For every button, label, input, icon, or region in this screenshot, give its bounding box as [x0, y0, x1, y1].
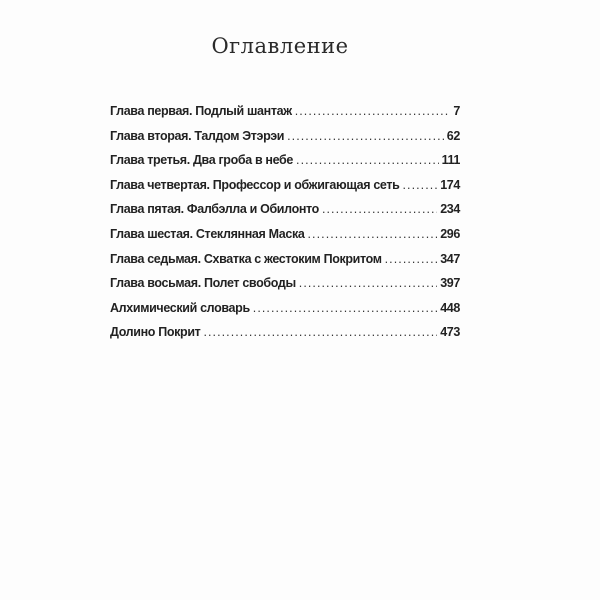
- toc-entry-page: 397: [440, 276, 460, 291]
- dot-leader: [299, 276, 437, 290]
- toc-entry-label: Глава шестая. Стеклянная Маска: [110, 226, 305, 241]
- toc-entry-page: 448: [440, 300, 460, 315]
- table-of-contents: [110, 104, 460, 350]
- toc-entry-page: 111: [441, 153, 460, 168]
- toc-entry: [110, 325, 460, 350]
- toc-entry: [110, 301, 460, 326]
- toc-entry-label: Долино Покрит: [110, 325, 201, 340]
- toc-entry-page: 347: [440, 251, 460, 266]
- toc-entry: [110, 252, 460, 277]
- toc-entry-page: 7: [453, 104, 460, 118]
- toc-entry-page: 62: [446, 128, 460, 143]
- toc-entry-label: Глава восьмая. Полет свободы: [110, 276, 296, 291]
- toc-entry-page: 174: [440, 177, 460, 192]
- dot-leader: [322, 202, 437, 216]
- dot-leader: [308, 227, 438, 241]
- dot-leader: [253, 301, 437, 315]
- toc-entry: [110, 104, 460, 129]
- page-title: Оглавление: [211, 34, 349, 58]
- dot-leader: [296, 153, 439, 167]
- dot-leader: [402, 178, 437, 192]
- dot-leader: [385, 252, 438, 266]
- toc-entry-page: 296: [440, 226, 460, 241]
- toc-entry: [110, 178, 460, 203]
- toc-entry-label: Глава пятая. Фалбэлла и Обилонто: [110, 202, 319, 217]
- dot-leader: [203, 325, 437, 339]
- toc-entry-label: Глава вторая. Талдом Этэрэи: [110, 128, 285, 143]
- dot-leader: [295, 104, 451, 118]
- toc-entry: [110, 227, 460, 252]
- toc-entry: [110, 276, 460, 301]
- toc-entry-page: 234: [440, 202, 460, 217]
- dot-leader: [287, 129, 444, 143]
- toc-entry-label: Глава первая. Подлый шантаж: [110, 104, 292, 118]
- toc-entry: [110, 153, 460, 178]
- toc-entry: [110, 202, 460, 227]
- toc-entry-page: 473: [440, 325, 460, 340]
- toc-entry-label: Алхимический словарь: [110, 300, 250, 315]
- toc-entry-label: Глава третья. Два гроба в небе: [110, 153, 294, 168]
- toc-entry-label: Глава четвертая. Профессор и обжигающая сеть: [110, 177, 400, 192]
- toc-entry: [110, 129, 460, 154]
- toc-entry-label: Глава седьмая. Схватка с жестоким Покритом: [110, 251, 382, 266]
